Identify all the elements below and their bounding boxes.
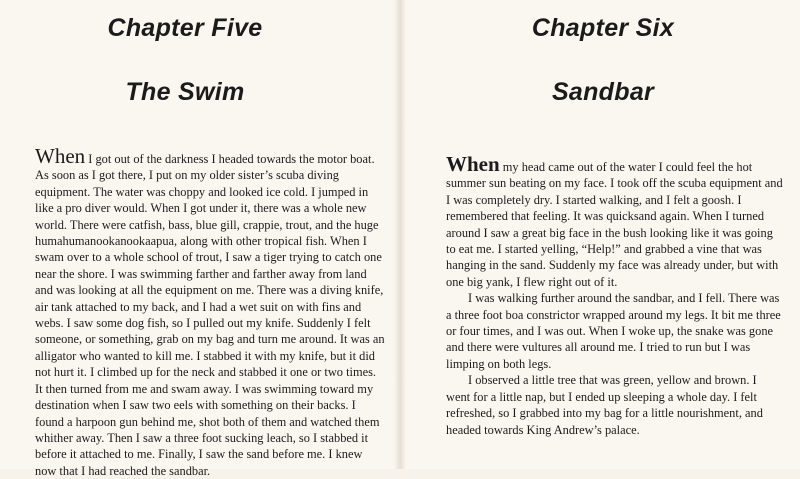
- book-gutter: [394, 0, 406, 469]
- left-page: [0, 0, 394, 478]
- paragraph: [35, 144, 385, 479]
- paragraph-text: I got out of the darkness I headed towards the motor boat. As soon as I got there, I put on my older sister’s scuba diving equipment. The water was choppy and looked ice cold. I jumped in like a pro diver would. When I got under it, there was a whole new world. There were catfish, bass, blue gill, crappie, trout, and the huge humahumanookanookaapua, along with other tropical fish. When I swam over to a whole school of trout, I saw a tiger trying to catch one near the shore. I was swimming farther and farther away from land and was looking at all the equipment on me. There was a diving knife, air tank attached to my back, and I had a wet suit on with fins and webs. I saw some dog fish, so I pulled out my knife. Suddenly I felt someone, or something, grab on my bag and turn me around. It was an alligator who wanted to kill me. I stabbed it with my knife, but it did not hurt it. I climbed up for the neck and stabbed it one or two times. It then turned from me and swam away. I was swimming toward my destination when I saw two eels with something on their backs. I found a harpoon gun behind me, shot both of them and watched them whither away. Then I saw a three foot sucking leach, so I stabbed it before it attached to me. Finally, I saw the sand before me. I knew now that I had reached the sandbar.: [35, 152, 385, 478]
- chapter-body: [446, 152, 783, 438]
- chapter-title: The Swim: [125, 78, 245, 106]
- chapter-number: Chapter Five: [107, 14, 263, 42]
- paragraph: I was walking further around the sandbar, and I fell. There was a three foot boa constrictor wrapped around my legs. It bit me three or four times, and I was out. When I woke up, the snake was gone and there were vultures all around me. I tried to run but I was limping on both legs.: [446, 291, 781, 371]
- chapter-number: Chapter Six: [531, 14, 675, 42]
- chapter-body: [35, 144, 385, 479]
- paragraph: I observed a little tree that was green, yellow and brown. I went for a little nap, but I ended up sleeping a whole day. I felt refreshed, so I grabbed into my bag for a little nourishment, and headed towards King Andrew’s palace.: [446, 373, 763, 437]
- paragraph-text: my head came out of the water I could feel the hot summer sun beating on my face. I took off the scuba equipment and I was completely dry. I started walking, and I felt a goosh. I remembered that feeling. It was quicksand again. When I turned around I saw a great big face in the bush looking like it was going to eat me. I started yelling, “Help!” and grabbed a vine that was hanging in the sand. Suddenly my face was already under, but with one big yank, I flew right out of it.: [446, 160, 783, 289]
- paragraph: [446, 152, 783, 290]
- lead-word: When: [446, 152, 500, 176]
- right-page: [406, 0, 800, 469]
- lead-word: When: [35, 144, 86, 168]
- chapter-title: Sandbar: [551, 78, 655, 106]
